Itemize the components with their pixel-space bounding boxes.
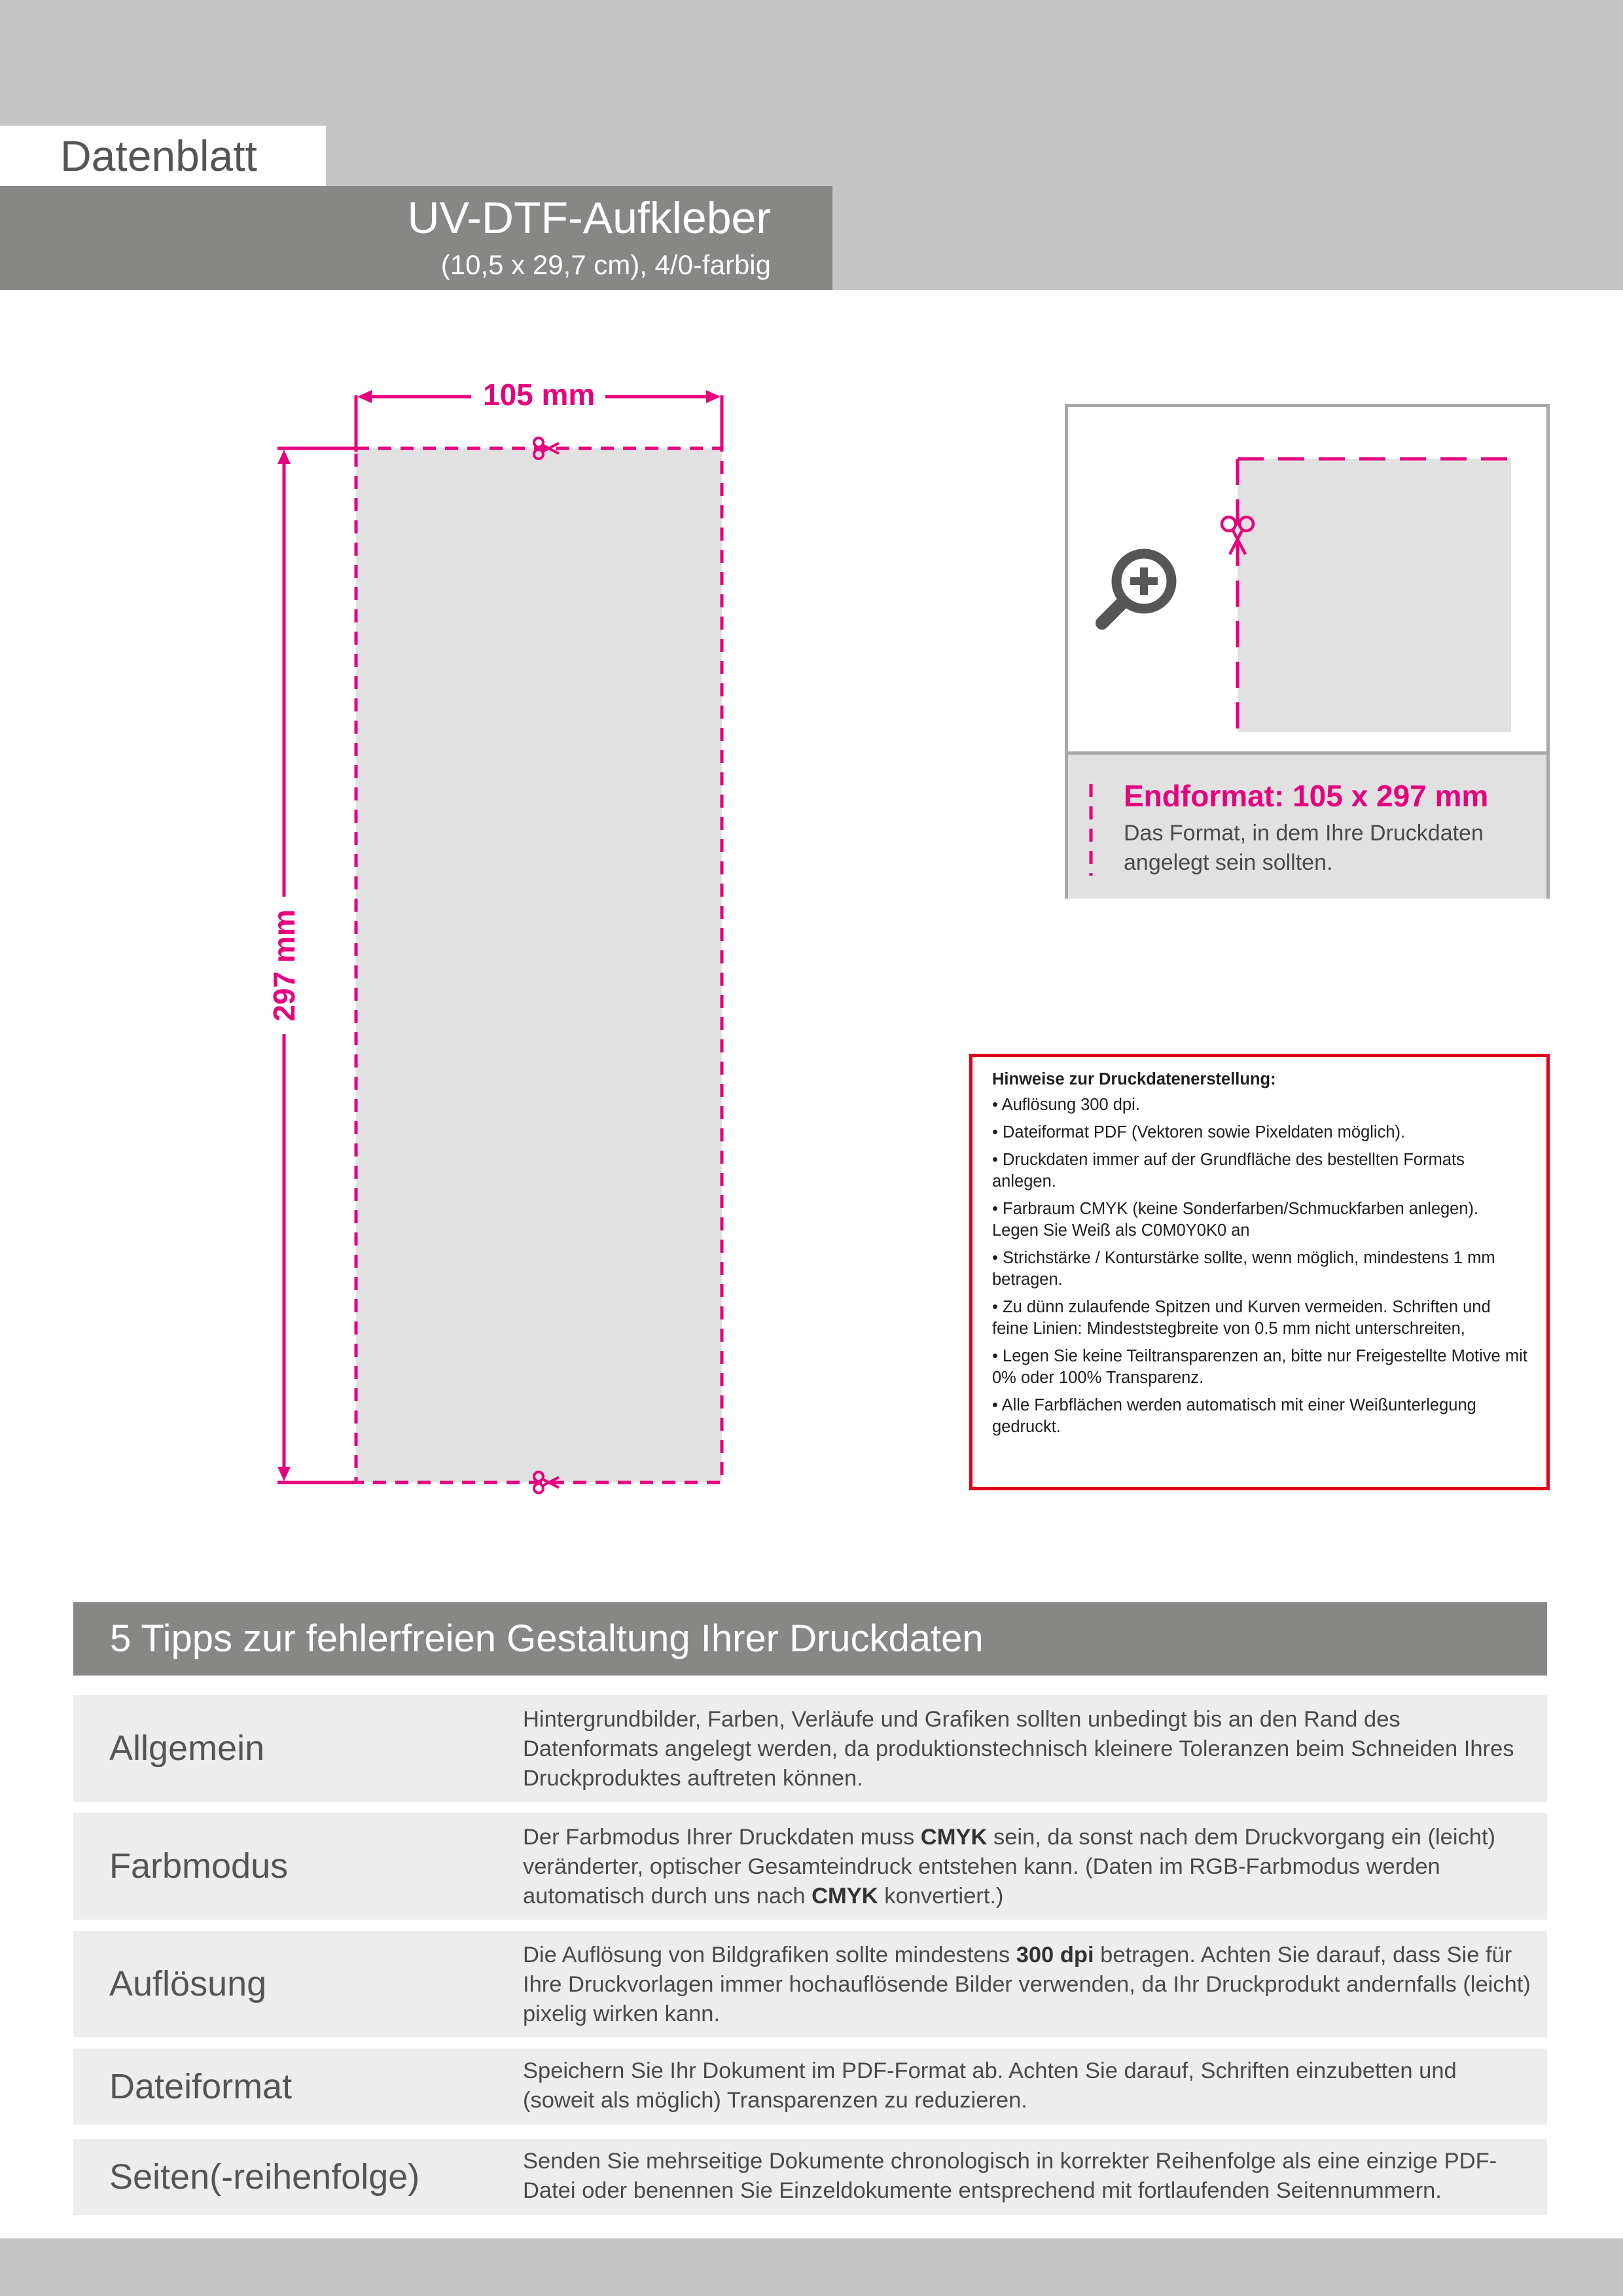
zoom-detail-drawing: [1068, 407, 1546, 751]
tip-text-segment: sein, da sonst nach dem Druckvorgang ein (leicht) veränderter, optischer Gesamteindruck entstehen kann. (Daten im RGB-Farbmodus werden automatisch durch uns nach: [523, 1825, 1496, 1909]
hint-item: • Alle Farbflächen werden automatisch mit einer Weißunterlegung gedruckt.: [992, 1396, 1476, 1436]
endformat-description: Das Format, in dem Ihre Druckdaten angelegt sein sollten.: [1124, 821, 1484, 875]
tip-text-emphasis: CMYK: [920, 1825, 988, 1850]
tip-row: [73, 1813, 1547, 1920]
tip-text: [523, 1941, 1531, 2029]
tip-label: Farbmodus: [109, 1846, 289, 1886]
width-dimension-label: 105 mm: [483, 378, 596, 412]
tip-text-segment: betragen. Achten Sie darauf, dass Sie für Ihre Druckvorlagen immer hochauflösende Bilder verwenden, da Ihr Druckprodukt andernfalls (leicht) pixelig wirken kann.: [523, 1943, 1531, 2026]
tips-title: 5 Tipps zur fehlerfreien Gestaltung Ihrer Druckdaten: [73, 1602, 1547, 1676]
hints-box: [969, 1054, 1550, 1490]
hint-item: • Auflösung 300 dpi.: [992, 1096, 1140, 1114]
tip-label: Seiten(-reihenfolge): [109, 2157, 420, 2197]
tip-text-segment: Senden Sie mehrseitige Dokumente chronologisch in korrekter Reihenfolge als eine einzige PDF-Datei oder benennen Sie Einzeldokumente entsprechend mit fortlaufenden Seitennummern.: [523, 2149, 1497, 2203]
zoom-in-icon: [1102, 554, 1171, 623]
bottom-band: [0, 2238, 1623, 2296]
tip-row: [73, 2139, 1547, 2215]
endformat-label: Endformat: 105 x 297 mm: [1124, 779, 1489, 813]
hint-item: • Farbraum CMYK (keine Sonderfarben/Schmuckfarben anlegen). Legen Sie Weiß als C0M0Y0K0 an: [992, 1200, 1479, 1240]
tip-text: [523, 1823, 1531, 1911]
zoom-detail-box: [1065, 404, 1550, 899]
hint-item: • Legen Sie keine Teiltransparenzen an, bitte nur Freigestellte Motive mit 0% oder 100% Transparenz.: [992, 1347, 1527, 1387]
product-title: UV-DTF-Aufkleber: [407, 193, 771, 243]
tip-text-segment: Der Farbmodus Ihrer Druckdaten muss: [523, 1825, 921, 1850]
tip-text-segment: Die Auflösung von Bildgrafiken sollte mindestens: [523, 1943, 1016, 1967]
format-sheet: [356, 448, 722, 1482]
tip-text-segment: Hintergrundbilder, Farben, Verläufe und Grafiken sollten unbedingt bis an den Rand des Datenformats angelegt werden, da produktionstechnisch kleinere Toleranzen beim Schneiden Ihres Druckproduktes auftreten können.: [523, 1707, 1514, 1791]
tip-text-emphasis: 300 dpi: [1016, 1943, 1094, 1967]
height-dimension-label: 297 mm: [267, 909, 301, 1022]
product-subtitle: (10,5 x 29,7 cm), 4/0-farbig: [440, 249, 771, 280]
tip-text: [523, 2056, 1531, 2115]
hint-item: • Druckdaten immer auf der Grundfläche des bestellten Formats anlegen.: [992, 1151, 1465, 1191]
tip-text-segment: Speichern Sie Ihr Dokument im PDF-Format ab. Achten Sie darauf, Schriften einzubetten und (soweit als möglich) Transparenzen zu reduzieren.: [523, 2058, 1457, 2113]
tip-label: Dateiformat: [109, 2067, 293, 2106]
tip-label: Allgemein: [109, 1729, 265, 1768]
hint-item: • Dateiformat PDF (Vektoren sowie Pixeldaten möglich).: [992, 1123, 1406, 1141]
cut-line-sample: [1088, 784, 1094, 876]
tips-section: [73, 1602, 1547, 2203]
tip-row: [73, 2049, 1547, 2125]
tip-text: [523, 1705, 1531, 1793]
tip-text: [523, 2147, 1531, 2206]
zoom-caption: [1068, 751, 1546, 899]
document-type-label: Datenblatt: [60, 132, 257, 180]
tip-text-emphasis: CMYK: [812, 1884, 878, 1909]
tip-text-segment: konvertiert.): [878, 1884, 1004, 1909]
hints-list: [992, 1094, 1529, 1438]
hint-item: • Strichstärke / Konturstärke sollte, wenn möglich, mindestens 1 mm betragen.: [992, 1249, 1495, 1289]
tip-label: Auflösung: [109, 1964, 267, 2003]
tip-row: [73, 1695, 1547, 1802]
hint-item: • Zu dünn zulaufende Spitzen und Kurven vermeiden. Schriften und feine Linien: Mindeststegbreite von 0.5 mm nicht unterschreiten,: [992, 1298, 1491, 1338]
tip-row: [73, 1931, 1547, 2037]
hints-title: Hinweise zur Druckdatenerstellung:: [992, 1070, 1276, 1088]
